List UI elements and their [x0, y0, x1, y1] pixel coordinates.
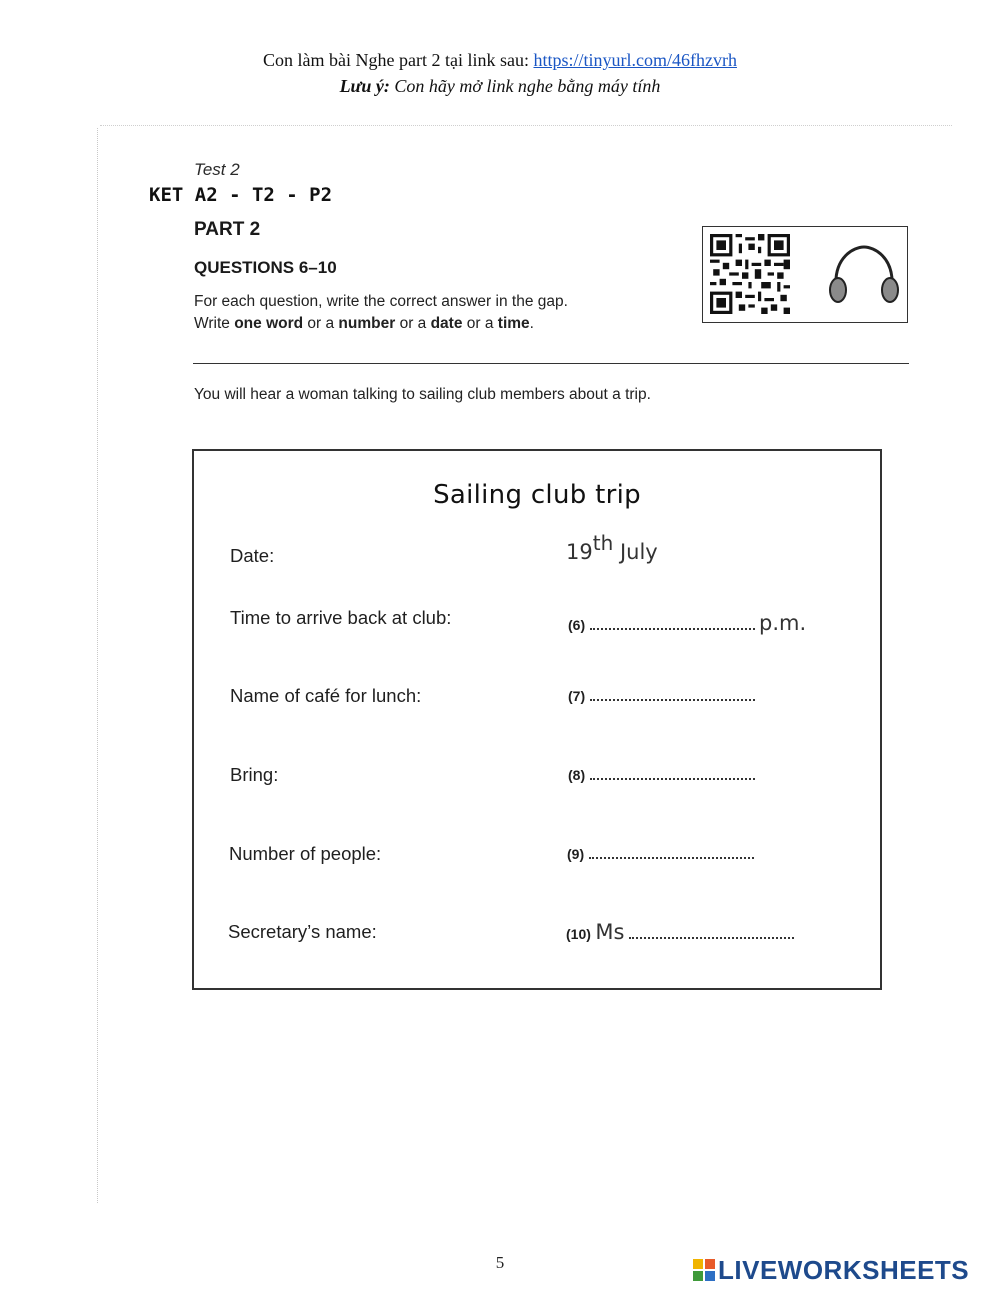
form-row-label: Name of café for lunch:: [230, 685, 422, 706]
form-row-answer: [568, 611, 806, 635]
instr-part: Write: [194, 315, 235, 332]
question-number: (7): [568, 688, 586, 704]
liveworksheets-logo[interactable]: [693, 1255, 969, 1285]
question-number: (10): [566, 926, 591, 942]
form-title: Sailing club trip: [433, 480, 641, 510]
instruction-prefix: Con làm bài Nghe part 2 tại link sau:: [263, 50, 529, 70]
liveworksheets-mark-icon: [693, 1259, 715, 1281]
instr-part: or a: [395, 315, 431, 332]
part-title: PART 2: [194, 219, 261, 240]
date-month: July: [619, 540, 658, 564]
exam-code-label: KET A2 - T2 - P2: [149, 184, 333, 206]
qr-code-icon[interactable]: [710, 234, 790, 314]
instr-part: or a: [462, 315, 498, 332]
instr-part: or a: [303, 315, 339, 332]
date-day: 19: [566, 540, 593, 564]
question-number: (9): [567, 846, 585, 862]
answer-gap-6[interactable]: [590, 627, 755, 630]
form-row-answer: [566, 920, 794, 944]
form-row-label: Time to arrive back at club:: [230, 607, 452, 628]
note-text: Con hãy mở link nghe bằng máy tính: [394, 76, 661, 96]
question-number: (6): [568, 617, 586, 633]
form-row-answer: [568, 767, 755, 785]
date-suffix: th: [592, 531, 614, 555]
top-instruction: [0, 50, 1000, 71]
page-edge-top: [100, 125, 952, 126]
answer-gap-8[interactable]: [590, 777, 755, 780]
form-box: [192, 449, 882, 990]
page-number: 5: [495, 1253, 505, 1272]
form-row-answer: [567, 846, 754, 864]
answer-gap-10[interactable]: [629, 936, 794, 939]
instruction-line-1: For each question, write the correct answer in the gap.: [194, 293, 568, 310]
instr-emph-word: one word: [234, 315, 304, 332]
form-row-label: Number of people:: [229, 843, 382, 864]
note-label: Lưu ý:: [339, 76, 390, 96]
question-number: (8): [568, 767, 586, 783]
instruction-line-2: [194, 315, 534, 333]
answer-gap-7[interactable]: [590, 698, 755, 701]
instr-emph-time: time: [497, 315, 530, 332]
answer-suffix: p.m.: [759, 611, 807, 635]
context-text: You will hear a woman talking to sailing club members about a trip.: [194, 386, 651, 403]
instr-emph-date: date: [430, 315, 463, 332]
answer-gap-9[interactable]: [589, 856, 754, 859]
answer-prefix: Ms: [595, 920, 625, 944]
form-row-label: Bring:: [230, 764, 279, 785]
headphones-icon[interactable]: [826, 243, 902, 307]
audio-link[interactable]: https://tinyurl.com/46fhzvrh: [533, 50, 737, 70]
top-note: [0, 76, 1000, 97]
instr-emph-number: number: [338, 315, 396, 332]
questions-title: QUESTIONS 6–10: [194, 258, 337, 277]
section-divider: [193, 363, 909, 364]
instr-part: .: [529, 315, 534, 332]
form-row-label: Secretary’s name:: [228, 921, 377, 942]
form-row-answer: [568, 688, 755, 706]
page-edge-left: [97, 128, 98, 1203]
date-label: Date:: [230, 545, 275, 566]
date-value: [566, 531, 658, 564]
test-label: Test 2: [194, 160, 240, 179]
brand-name: LIVEWORKSHEETS: [718, 1254, 970, 1285]
